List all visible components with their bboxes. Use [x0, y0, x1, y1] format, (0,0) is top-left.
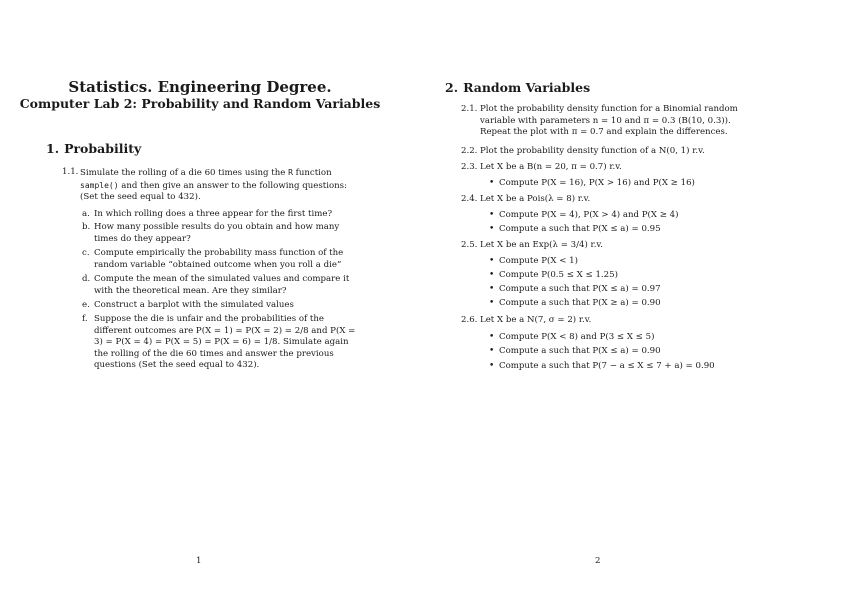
subitem-f: f. Suppose the die is unfair and the probabilities of the different outcomes are P(X = 1) = P(X = 2) = 2/8 and P(X = 3) = P(X = 4) = P(X = 5) = P(X = 6) = 1/8. Simulate again the rolling of the die 60 times and answer the previous questions (Set the seed equal to 432).	[82, 314, 356, 371]
subitem-b: b. How many possible results do you obtain and how many times do they appear?	[82, 222, 340, 244]
subitem-e: e. Construct a barplot with the simulated values	[82, 300, 294, 310]
bullet-item: • Compute a such that P(X ≤ a) = 0.95	[489, 224, 661, 234]
page-number: 2	[595, 556, 601, 566]
section-number: 2.	[445, 80, 459, 95]
bullet-item: • Compute P(X = 16), P(X > 16) and P(X ≥ 16)	[489, 178, 695, 188]
bullet-item: • Compute P(0.5 ≤ X ≤ 1.25)	[489, 270, 618, 280]
subitem-a: a. In which rolling does a three appear for the first time?	[82, 209, 333, 219]
exercise-2-4: 2.4. Let X be a Pois(λ = 8) r.v.	[461, 194, 591, 204]
section-heading-probability	[46, 141, 141, 156]
exercise-label: 1.1.	[62, 167, 79, 177]
bullet-item: • Compute a such that P(X ≤ a) = 0.97	[489, 284, 661, 294]
exercise-2-3: 2.3. Let X be a B(n = 20, π = 0.7) r.v.	[461, 162, 622, 172]
section-heading-random-variables	[445, 80, 590, 95]
bullet-item: • Compute a such that P(X ≥ a) = 0.90	[489, 298, 661, 308]
document-title: Statistics. Engineering Degree.	[68, 78, 332, 96]
bullet-item: • Compute P(X < 8) and P(3 ≤ X ≤ 5)	[489, 332, 655, 342]
page-number: 1	[196, 556, 202, 566]
subitem-d: d. Compute the mean of the simulated values and compare it with the theoretical mean. Are they similar?	[82, 274, 350, 296]
bullet-item: • Compute a such that P(X ≤ a) = 0.90	[489, 346, 661, 356]
bullet-item: • Compute a such that P(7 − a ≤ X ≤ 7 + a) = 0.90	[489, 361, 715, 371]
section-title: Probability	[64, 141, 142, 156]
exercise-2-5: 2.5. Let X be an Exp(λ = 3/4) r.v.	[461, 240, 603, 250]
document-subtitle: Computer Lab 2: Probability and Random Variables	[19, 96, 381, 111]
exercise-1-1	[62, 167, 362, 204]
section-number: 1.	[46, 141, 60, 156]
exercise-2-1: 2.1. Plot the probability density function for a Binomial random variable with parameters n = 10 and π = 0.3 (B(10, 0.3)). Repeat the plot with π = 0.7 and explain the differences.	[461, 104, 738, 138]
bullet-item: • Compute P(X < 1)	[489, 256, 578, 266]
bullet-item: • Compute P(X = 4), P(X > 4) and P(X ≥ 4)	[489, 210, 679, 220]
exercise-2-2: 2.2. Plot the probability density function of a N(0, 1) r.v.	[461, 146, 705, 156]
subitem-c: c. Compute empirically the probability mass function of the random variable “obtained outcome when you roll a die”	[82, 248, 344, 270]
page-2	[424, 0, 848, 599]
section-title: Random Variables	[463, 80, 591, 95]
exercise-text: Simulate the rolling of a die 60 times using the R function sample() and then give an answer to the following questions: (Set the seed equal to 432).	[80, 168, 347, 203]
exercise-2-6: 2.6. Let X be a N(7, σ = 2) r.v.	[461, 315, 592, 325]
